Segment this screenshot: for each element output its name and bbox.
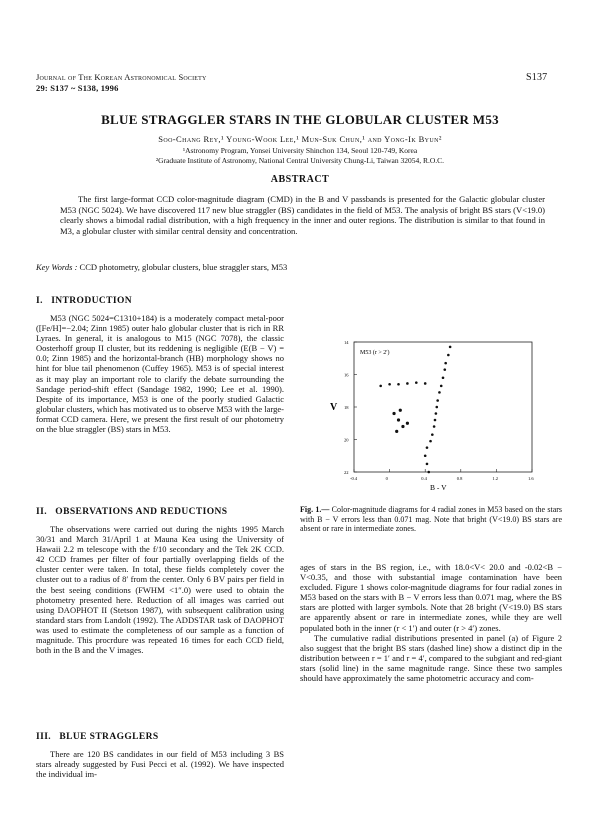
y-axis-label: V	[330, 402, 338, 413]
intro-paragraph: M53 (NGC 5024=C1310+184) is a moderately compact metal-poor ([Fe/H]=−2.04; Zinn 1985) outer halo globular cluster that is rich in RR Lyraes. In general, it is analogous to M15 (NGC 7078), the classic Oosterhoff group II cluster, but its reddening is negligible (E(B − V) = 0.0; Zinn 1985) and the horizontal-branch (HB) morphology shows no hint for blue tail phenomenon (Cuffey 1965). M53 is of special interest as it may play an important role to clarify the debate surrounding the Sandage period-shift effect (Sandage 1982, 1990; Lee et al. 1990). Despite of its importance, M53 is one of the poorly studied Galactic globular clusters, which has motivated us to observe M53 with the large-format CCD camera. Here, we present the first result of our photometry on the blue straggler (BS) stars in M53.	[36, 313, 284, 435]
red-giant-branch-point	[444, 362, 447, 365]
blue-stragglers-point	[406, 422, 409, 425]
figure-caption	[300, 505, 562, 534]
horizontal-branch-point	[388, 383, 391, 386]
red-giant-branch-point	[436, 399, 439, 402]
x-tick-label: 0.4	[421, 476, 427, 481]
y-tick-label: 20	[344, 437, 349, 443]
red-giant-branch-point	[447, 354, 450, 357]
caption-text: Color-magnitude diagrams for 4 radial zones in M53 based on the stars with B − V errors less than 0.071 mag. Note that bright (V<19.0) BS stars are absent or rare in intermediate zones.	[300, 505, 563, 534]
main-sequence-turnoff-point	[426, 446, 429, 449]
blue-stragglers-point	[399, 409, 402, 412]
blue-stragglers-point	[392, 412, 395, 415]
plot-frame	[354, 342, 532, 472]
blue-stragglers-point	[397, 418, 400, 421]
red-giant-branch-point	[431, 433, 434, 436]
observations-paragraph: The observations were carried out during the nights 1995 March 30/31 and March 31/April 1 at Mauna Kea using the University of Hawaii 2.2 m telescope with the f/10 secondary and the Tek 2K CCD. 42 CCD frames per filter of four partially overlapping fields of the cluster center were taken. In total, these fields completely cover the cluster out to a radius of 8′ from the center. Only 6 BV pairs per field in the best seeing conditions (FWHM <1″.0) were used to obtain the photometry presented here. Reduction of all images was carried out using DAOPHOT II (Stetson 1987), with subsequent calibration using standard stars from Landolt (1992). The ADDSTAR task of DAOPHOT was used to estimate the completeness of our sample as a function of magnitude. This procrdure was repeated 16 times for each CCD field, both in the B and the V images.	[36, 524, 284, 656]
horizontal-branch-point	[415, 381, 418, 384]
bs-text	[36, 749, 284, 779]
x-tick-label: 0	[385, 476, 388, 481]
author-list: Soo-Chang Rey,¹ Young-Wook Lee,¹ Mun-Suk Chun,¹ and Yong-Ik Byun²	[158, 134, 442, 144]
red-giant-branch-point	[434, 419, 437, 422]
observations-text	[36, 524, 284, 655]
y-tick-label: 16	[344, 372, 349, 378]
page-number: S137	[526, 72, 548, 83]
x-axis-label: B - V	[430, 483, 447, 492]
horizontal-branch-point	[379, 385, 382, 388]
x-tick-label: 1.6	[528, 476, 534, 481]
main-sequence-turnoff-point	[424, 454, 427, 457]
red-giant-branch-point	[433, 425, 436, 428]
keywords-line	[36, 262, 556, 272]
x-tick-label: 0.8	[456, 476, 463, 481]
red-giant-branch-point	[443, 368, 446, 371]
keywords-text: CCD photometry, globular clusters, blue straggler stars, M53	[79, 262, 288, 272]
affiliation-1: ¹Astronomy Program, Yonsei University Shinchon 134, Seoul 120-749, Korea	[182, 146, 418, 155]
affiliation-2: ²Graduate Institute of Astronomy, National Central University Chung-Li, Taiwan 32054, R.O.C.	[155, 156, 445, 165]
abstract-heading: ABSTRACT	[270, 174, 330, 185]
paper-title: BLUE STRAGGLER STARS IN THE GLOBULAR CLUSTER M53	[101, 112, 499, 127]
horizontal-branch-point	[397, 383, 400, 386]
y-tick-label: 14	[344, 340, 349, 345]
keywords-label: Key Words :	[36, 262, 78, 272]
cmd-figure	[300, 330, 565, 495]
horizontal-branch-point	[406, 382, 409, 385]
x-tick-labels	[350, 469, 534, 481]
observations-heading: II. OBSERVATIONS AND REDUCTIONS	[36, 507, 228, 517]
red-giant-branch-point	[435, 412, 438, 415]
red-giant-branch-point	[429, 440, 432, 443]
intro-heading: I. INTRODUCTION	[36, 296, 133, 306]
x-tick-label: 1.2	[492, 476, 499, 481]
journal-name: Journal of The Korean Astronomical Society	[36, 72, 207, 82]
bs-paragraph: There are 120 BS candidates in our field of M53 including 3 BS stars already suggested by Fusi Pecci et al. (1992). We have inspected the individual im-	[36, 749, 284, 780]
y-tick-label: 18	[344, 405, 349, 410]
bs-heading: III. BLUE STRAGGLERS	[36, 732, 159, 742]
intro-text	[36, 313, 284, 434]
red-giant-branch-point	[440, 385, 443, 388]
caption-label: Fig. 1.—	[300, 505, 330, 514]
x-tick-label: -0.4	[350, 476, 358, 481]
horizontal-branch-point	[424, 382, 427, 385]
data-points	[379, 346, 451, 474]
main-sequence-turnoff-point	[426, 463, 429, 466]
y-tick-labels	[344, 340, 357, 475]
main-sequence-turnoff-point	[427, 471, 430, 474]
journal-volume: 29: S137 ~ S138, 1996	[36, 83, 119, 93]
blue-stragglers-point	[395, 430, 398, 433]
right-paragraph-2: The cumulative radial distributions presented in panel (a) of Figure 2 also suggest that the bright BS stars (dashed line) show a distinct dip in the distribution between r = 1′ and r = 4′, compared to the subgiant and red-giant stars (solid line) in the same magnitude range. Since these two samples should have approximately the same photometric accuracy and com-	[300, 632, 562, 684]
abstract-text: The first large-format CCD color-magnitude diagram (CMD) in the B and V passbands is presented for the Galactic globular cluster M53 (NGC 5024). We have discovered 117 new blue straggler (BS) candidates in the field of M53. The analysis of bright BS stars (V<19.0) clearly shows a bimodal radial distribution, with a high frequency in the inner and outer regions. The distribution is similar to that found in M3, a globular cluster with similar central density and concentration.	[60, 194, 545, 236]
blue-stragglers-point	[401, 425, 404, 428]
red-giant-branch-point	[435, 406, 438, 409]
red-giant-branch-point	[449, 346, 452, 349]
y-tick-label: 22	[344, 470, 349, 475]
panel-label: M53 (r > 2′)	[360, 350, 390, 356]
right-paragraph-1: ages of stars in the BS region, i.e., with 18.0<V< 20.0 and -0.02<B − V<0.35, and those with substantial image contamination have been excluded. Figure 1 shows color-magnitude diagrams for four radial zones in M53 based on the stars with B − V errors less than 0.071 mag, where the BS stars are plotted with larger symbols. Note that 28 bright (V<19.0) BS stars are apparently absent or rare in intermediate zones, while they are well populated both in the inner (r < 1′) and outer (r > 4′) zones.	[300, 562, 562, 633]
red-giant-branch-point	[438, 391, 441, 394]
red-giant-branch-point	[442, 376, 445, 379]
right-column-text	[300, 562, 562, 683]
